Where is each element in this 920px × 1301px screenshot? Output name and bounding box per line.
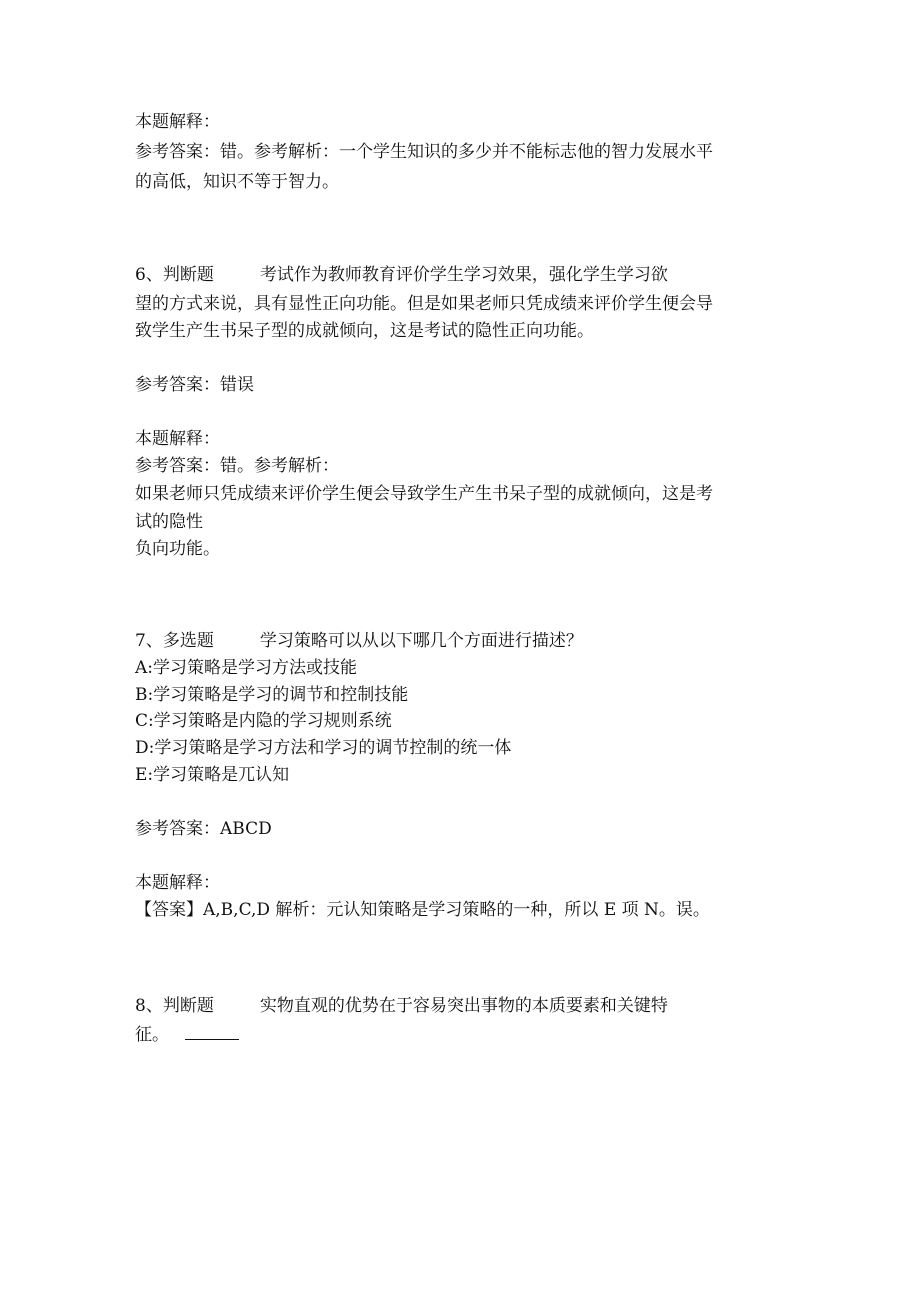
q7-answer: 参考答案：ABCD <box>135 819 272 839</box>
q5-explain-title: 本题解释： <box>135 112 220 132</box>
q7-explain-line: 【答案】A,B,C,D 解析：元认知策略是学习策略的一种，所以 E 项 N。误。 <box>135 900 710 920</box>
q6-explain-line: 如果老师只凭成绩来评价学生便会导致学生产生书呆子型的成就倾向，这是考 <box>135 484 713 504</box>
answer-blank[interactable] <box>185 1021 239 1040</box>
q7-explain-title: 本题解释： <box>135 873 220 893</box>
q7-header <box>135 628 583 654</box>
q6-stem-line: 考试作为教师教育评价学生学习效果，强化学生学习欲 <box>259 265 668 285</box>
q6-answer: 参考答案：错误 <box>135 375 254 395</box>
q7-option-e: E:学习策略是兀认知 <box>135 765 290 785</box>
q7-option-d: D:学习策略是学习方法和学习的调节控制的统一体 <box>135 738 512 758</box>
q6-explain-line: 试的隐性 <box>135 512 203 532</box>
q5-explain-line: 的高低，知识不等于智力。 <box>135 172 339 192</box>
q7-stem: 学习策略可以从以下哪几个方面进行描述？ <box>259 631 583 651</box>
q6-explain-line: 参考答案：错。参考解析： <box>135 456 339 476</box>
q6-stem-line: 致学生产生书呆子型的成就倾向，这是考试的隐性正向功能。 <box>135 321 594 341</box>
q7-option-b: B:学习策略是学习的调节和控制技能 <box>135 685 409 705</box>
q7-option-a: A:学习策略是学习方法或技能 <box>135 658 358 678</box>
q8-number-type: 8、判断题 <box>135 996 214 1016</box>
q6-number-type: 6、判断题 <box>135 265 214 285</box>
q6-explain-line: 负向功能。 <box>135 539 220 559</box>
q8-stem-line: 实物直观的优势在于容易突出事物的本质要素和关键特 <box>259 996 668 1016</box>
q8-stem-text: 征。 <box>135 1025 169 1045</box>
q6-stem-line: 望的方式来说，具有显性正向功能。但是如果老师只凭成绩来评价学生便会导 <box>135 294 713 314</box>
q6-explain-title: 本题解释： <box>135 429 220 449</box>
q6-header <box>135 262 668 288</box>
q7-number-type: 7、多选题 <box>135 631 214 651</box>
q8-header <box>135 993 668 1019</box>
q5-explain-line: 参考答案：错。参考解析：一个学生知识的多少并不能标志他的智力发展水平 <box>135 142 713 162</box>
q7-option-c: C:学习策略是内隐的学习规则系统 <box>135 711 392 731</box>
q8-stem-line2 <box>135 1021 239 1047</box>
